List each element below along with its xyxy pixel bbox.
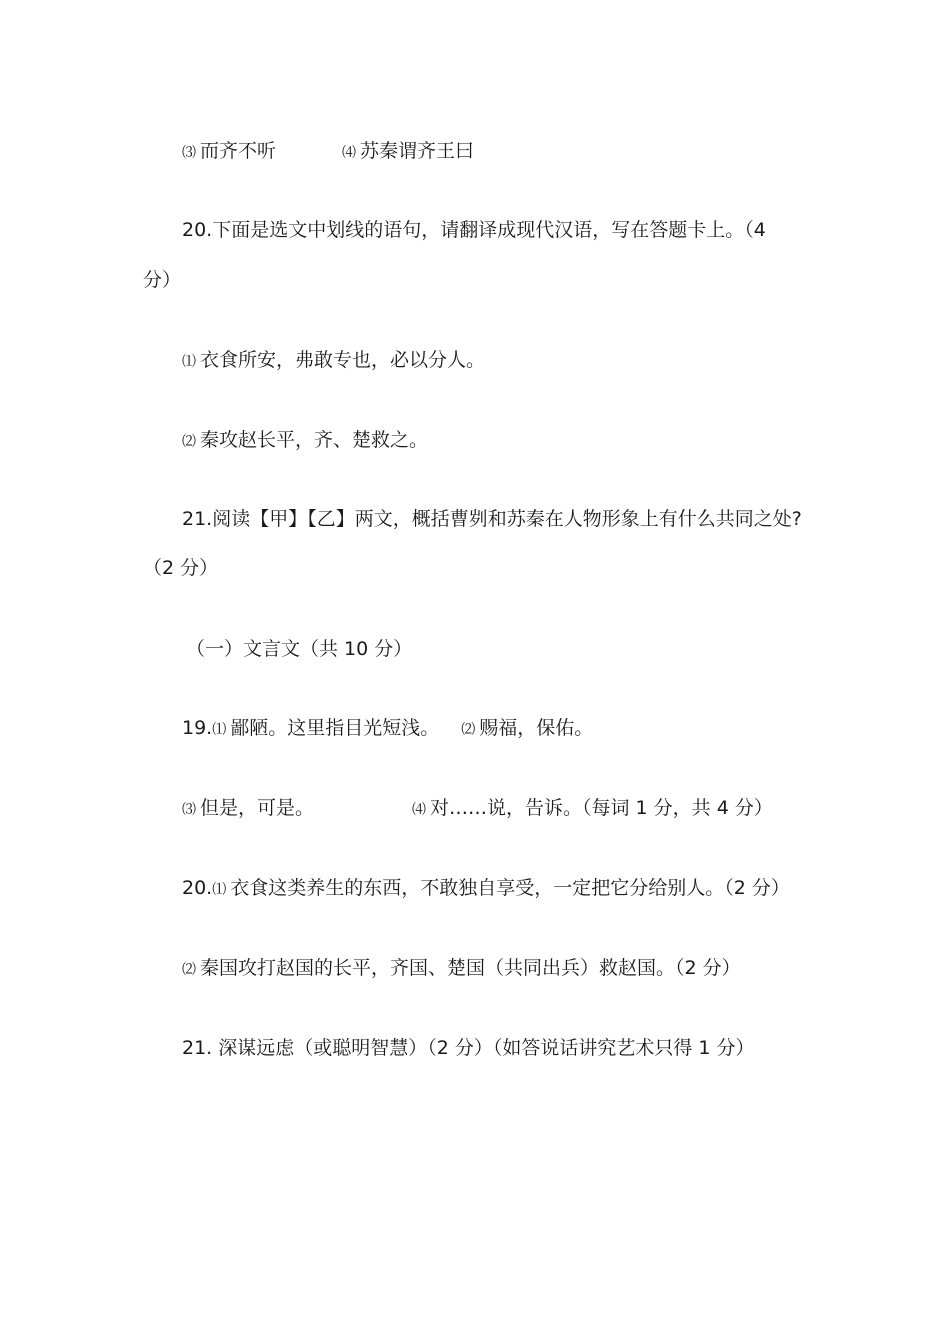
item-marker: ⑴ xyxy=(212,722,227,738)
item-text: 但是，可是。 xyxy=(200,797,315,819)
item-marker: ⑴ xyxy=(212,882,227,898)
item-text: 赐福，保佑。 xyxy=(479,717,594,739)
item-marker: ⑶ xyxy=(182,802,196,818)
item-text: 苏秦谓齐王曰 xyxy=(360,140,475,162)
question-19-items-3-4 xyxy=(182,138,474,166)
answer-section-title: （一）文言文（共 10 分） xyxy=(186,638,413,660)
answer-19-line-1 xyxy=(182,715,593,743)
question-21-prompt-line-1: 21.阅读【甲】【乙】两文，概括曹刿和苏秦在人物形象上有什么共同之处? xyxy=(182,508,802,530)
item-marker: ⑶ xyxy=(182,145,196,161)
item-text: 衣食所安，弗敢专也，必以分人。 xyxy=(200,349,486,371)
answer-number: 20. xyxy=(182,877,213,899)
item-marker: ⑷ xyxy=(412,802,427,818)
answer-20-item-1 xyxy=(182,875,790,903)
item-text: 衣食这类养生的东西，不敢独自享受，一定把它分给别人。（2 分） xyxy=(230,877,790,899)
answer-19-line-2 xyxy=(182,795,773,823)
answer-20-item-2 xyxy=(182,955,741,983)
item-marker: ⑵ xyxy=(461,722,476,738)
question-20-prompt-line-2: 分） xyxy=(143,269,182,291)
item-marker: ⑵ xyxy=(182,434,196,450)
item-text: 秦国攻打赵国的长平，齐国、楚国（共同出兵）救赵国。（2 分） xyxy=(200,957,741,979)
question-21-prompt-line-2: （2 分） xyxy=(143,557,219,579)
item-text: 秦攻赵长平，齐、楚救之。 xyxy=(200,429,429,451)
answer-number: 19. xyxy=(182,717,213,739)
question-20-item-1 xyxy=(182,347,485,375)
question-20-prompt-line-1: 20.下面是选文中划线的语句，请翻译成现代汉语，写在答题卡上。（4 xyxy=(182,219,766,241)
item-marker: ⑷ xyxy=(342,145,357,161)
question-20-item-2 xyxy=(182,427,428,455)
answer-21: 21. 深谋远虑（或聪明智慧）（2 分）（如答说话讲究艺术只得 1 分） xyxy=(182,1037,755,1059)
item-marker: ⑵ xyxy=(182,962,196,978)
item-marker: ⑴ xyxy=(182,354,196,370)
item-text: 鄙陋。这里指目光短浅。 xyxy=(230,717,440,739)
item-text: 对……说，告诉。（每词 1 分，共 4 分） xyxy=(430,797,773,819)
item-text: 而齐不听 xyxy=(200,140,277,162)
